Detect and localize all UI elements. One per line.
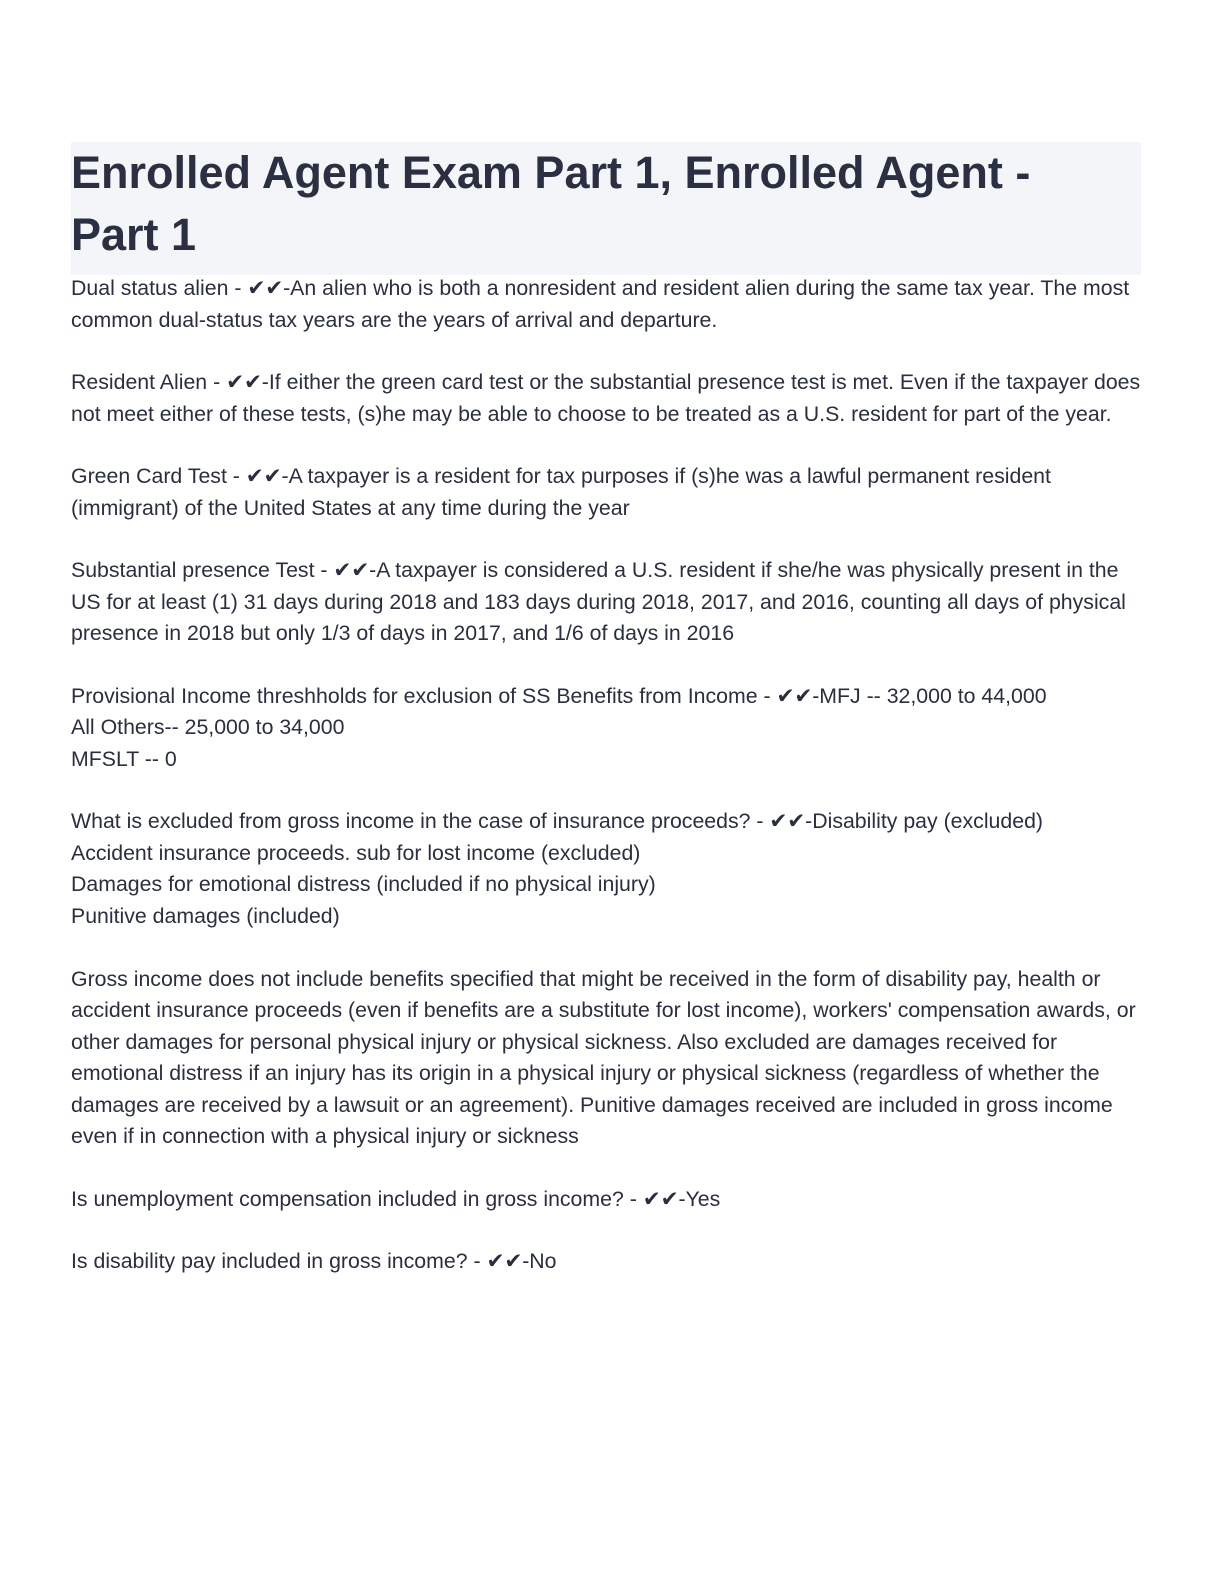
document-title: Enrolled Agent Exam Part 1, Enrolled Agent - Part 1 bbox=[71, 147, 1031, 260]
flashcard-entry bbox=[71, 1184, 1146, 1216]
double-check-icon: ✔✔ bbox=[247, 276, 284, 300]
double-check-icon: ✔✔ bbox=[245, 464, 282, 488]
flashcard-term: Dual status alien - bbox=[71, 276, 248, 300]
flashcard-list bbox=[71, 273, 1146, 1309]
flashcard-entry bbox=[71, 367, 1146, 430]
flashcard-entry bbox=[71, 681, 1146, 776]
flashcard-answer: -If either the green card test or the substantial presence test is met. Even if the taxpayer does not meet either of these tests, (s)he may be able to choose to be treated as a U.S. resident for part of the year. bbox=[71, 370, 1141, 426]
double-check-icon: ✔✔ bbox=[642, 1186, 679, 1211]
flashcard-answer: -An alien who is both a nonresident and resident alien during the same tax year. The most common dual-status tax years are the years of arrival and departure. bbox=[71, 276, 1130, 332]
flashcard-term: Is unemployment compensation included in gross income? - bbox=[71, 1186, 643, 1211]
flashcard-entry bbox=[71, 461, 1146, 524]
double-check-icon: ✔✔ bbox=[333, 558, 370, 582]
flashcard-answer: -Disability pay (excluded) Accident insurance proceeds. sub for lost income (excluded) Damages for emotional distress (included if no physical injury) Punitive damages (included) Gross income does not include benefits specified that might be received in the form of disability pay, health or accident insurance proceeds (even if benefits are a substitute for lost income), workers' compensation awards, or other damages for personal physical injury or physical sickness. Also excluded are damages received for emotional distress if an injury has its origin in a physical injury or physical sickness (regardless of whether the damages are received by a lawsuit or an agreement). Punitive damages received are included in gross income even if in connection with a physical injury or sickness bbox=[71, 809, 1136, 1148]
title-block bbox=[71, 142, 1141, 275]
flashcard-term: Is disability pay included in gross income? - bbox=[71, 1249, 487, 1273]
flashcard-answer: -A taxpayer is a resident for tax purposes if (s)he was a lawful permanent resident (immigrant) of the United States at any time during the year bbox=[71, 464, 1051, 520]
flashcard-answer: -MFJ -- 32,000 to 44,000 All Others-- 25,000 to 34,000 MFSLT -- 0 bbox=[71, 683, 1047, 771]
double-check-icon: ✔✔ bbox=[776, 683, 813, 708]
flashcard-answer: -Yes bbox=[678, 1186, 721, 1211]
flashcard-answer: -No bbox=[522, 1249, 557, 1273]
double-check-icon: ✔✔ bbox=[486, 1249, 523, 1273]
flashcard-entry bbox=[71, 806, 1146, 1153]
flashcard-answer: -A taxpayer is considered a U.S. resident if she/he was physically present in the US for at least (1) 31 days during 2018 and 183 days during 2018, 2017, and 2016, counting all days of physical presence in 2018 but only 1/3 of days in 2017, and 1/6 of days in 2016 bbox=[71, 558, 1126, 645]
flashcard-term: Substantial presence Test - bbox=[71, 558, 334, 582]
flashcard-term: What is excluded from gross income in the case of insurance proceeds? - bbox=[71, 809, 770, 833]
double-check-icon: ✔✔ bbox=[769, 809, 806, 833]
flashcard-entry bbox=[71, 555, 1146, 650]
flashcard-term: Provisional Income threshholds for exclusion of SS Benefits from Income - bbox=[71, 683, 777, 708]
double-check-icon: ✔✔ bbox=[226, 370, 262, 394]
flashcard-entry bbox=[71, 273, 1146, 336]
flashcard-entry bbox=[71, 1246, 1146, 1278]
flashcard-term: Resident Alien - bbox=[71, 370, 227, 394]
flashcard-term: Green Card Test - bbox=[71, 464, 246, 488]
